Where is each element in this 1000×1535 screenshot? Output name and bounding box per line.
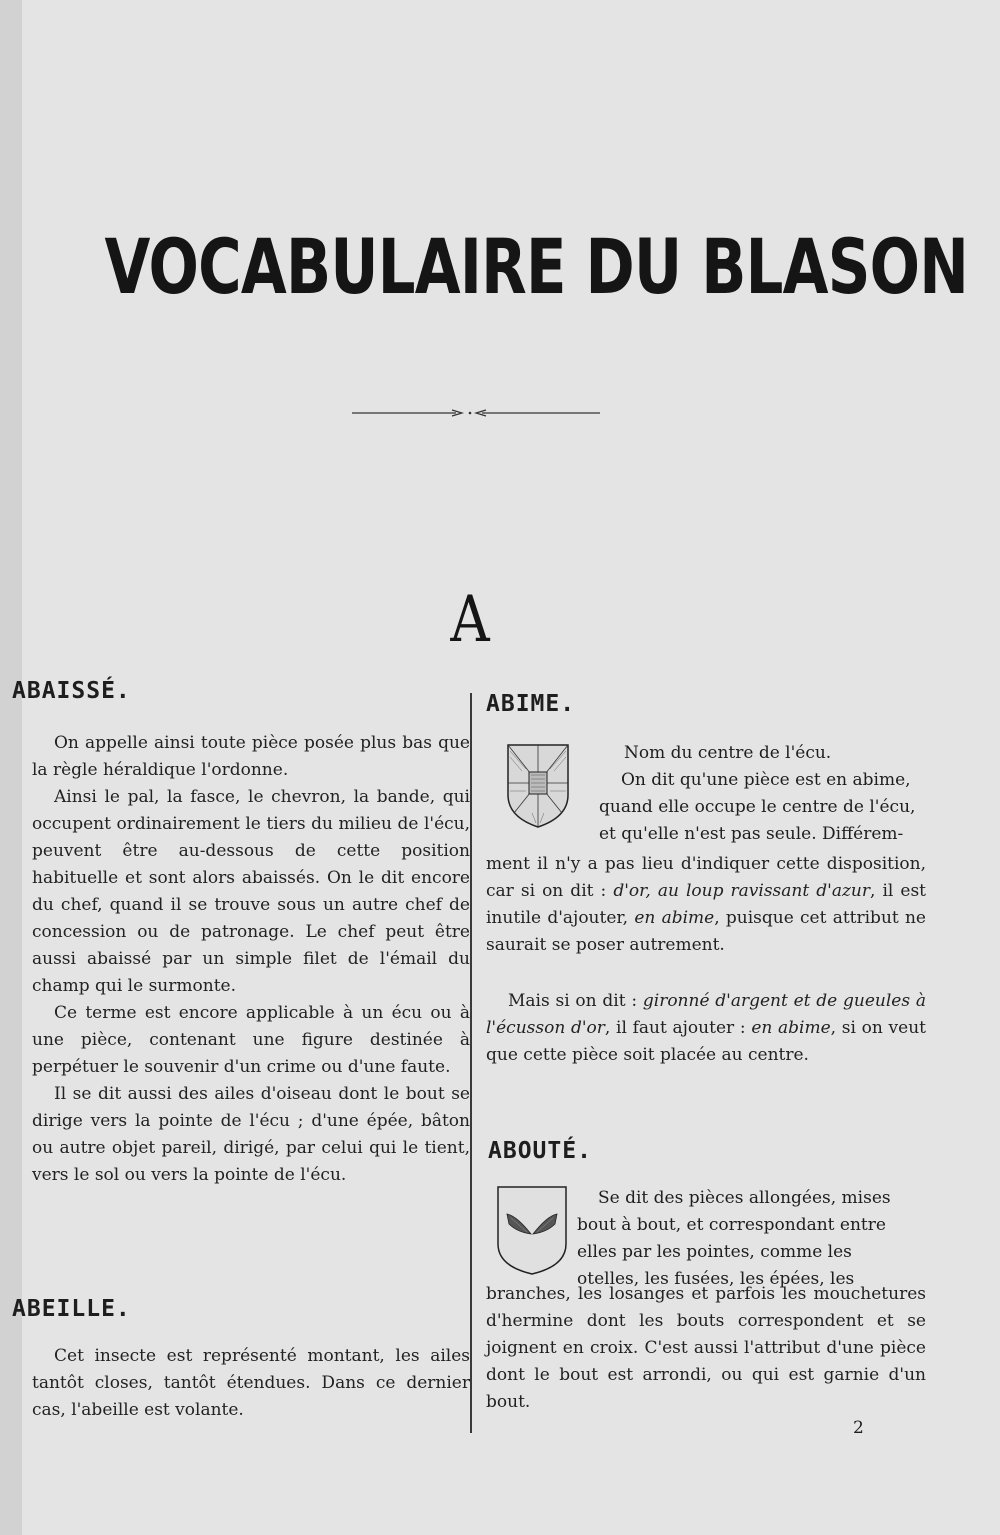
paragraph [486, 851, 926, 959]
entry-heading-abeille: ABEILLE. [12, 1296, 131, 1322]
shield-gironne-icon [506, 743, 570, 829]
entry-heading-aboute: ABOUTÉ. [488, 1138, 592, 1164]
paragraph: branches, les losanges et parfois les mouchetures d'hermine dont les bouts correspondent et se joignent en croix. C'est aussi l'attribut d'une pièce dont le bout est arrondi, ou qui est garnie d'un bout. [486, 1284, 926, 1412]
column-divider [470, 693, 472, 1433]
entry-body-abaisse [32, 730, 470, 1189]
shield-aboute-icon [495, 1184, 569, 1276]
text-run: Mais si on dit : [508, 991, 638, 1011]
text-line: quand elle occupe le centre de l'écu, [599, 797, 916, 817]
paragraph: Ainsi le pal, la fasce, le chevron, la bande, qui occupent ordinairement le tiers du milieu de l'écu, peuvent être au-dessous de cette position habituelle et sont alors abaissés. On le dit encore du chef, quand il se trouve sous un autre chef de concession ou de patronage. Le chef peut être aussi abaissé par un simple filet de l'émail du champ qui le surmonte. [32, 787, 470, 996]
text-line: Nom du centre de l'écu. [624, 743, 832, 763]
page-number: 2 [853, 1418, 864, 1438]
blazon-text: d'or, au loup ravissant d'azur [613, 881, 870, 901]
paragraph: Cet insecte est représenté montant, les ailes tantôt closes, tantôt étendues. Dans ce dernier cas, l'abeille est volante. [32, 1346, 470, 1420]
entry-body-abeille [32, 1343, 470, 1424]
text-run: , puisque cet attribut ne saurait se poser autrement. [486, 908, 926, 955]
text-line: otelles, les fusées, les épées, les [577, 1269, 855, 1289]
blazon-text: gironné d'argent et de gueules à l'écusson d'or [486, 991, 927, 1038]
page-title: VOCABULAIRE DU BLASON [104, 222, 969, 311]
ornament-divider [352, 405, 600, 421]
text-line: On dit qu'une pièce est en abime, [621, 770, 911, 790]
paragraph: Il se dit aussi des ailes d'oiseau dont le bout se dirige vers la pointe de l'écu ; d'une épée, bâton ou autre objet pareil, dirigé, par celui qui le tient, vers le sol ou vers la pointe de l'écu. [32, 1084, 470, 1185]
text-run: , si on veut que cette pièce soit placée au centre. [486, 1018, 927, 1065]
paragraph: Ce terme est encore applicable à un écu ou à une pièce, contenant une figure destinée à perpétuer le souvenir d'un crime ou d'une faute. [32, 1003, 470, 1077]
blazon-text: en abime [634, 908, 715, 928]
text-run: , il est inutile d'ajouter, [486, 881, 926, 928]
text-line: Se dit des pièces allongées, mises [598, 1188, 891, 1208]
text-line: elles par les pointes, comme les [577, 1242, 852, 1262]
section-letter: A [450, 583, 490, 657]
text-line: bout à bout, et correspondant entre [577, 1215, 886, 1235]
entry-heading-abime: ABIME. [486, 691, 576, 717]
text-run: ment il n'y a pas lieu d'indiquer cette disposition, car si on dit : [486, 854, 926, 901]
paragraph [486, 988, 926, 1069]
text-run: , il faut ajouter : [604, 1018, 746, 1038]
entry-heading-abaisse: ABAISSÉ. [12, 678, 131, 704]
text-line: et qu'elle n'est pas seule. Différem- [599, 824, 904, 844]
paragraph: On appelle ainsi toute pièce posée plus bas que la règle héraldique l'ordonne. [32, 733, 470, 780]
blazon-text: en abime [751, 1018, 831, 1038]
